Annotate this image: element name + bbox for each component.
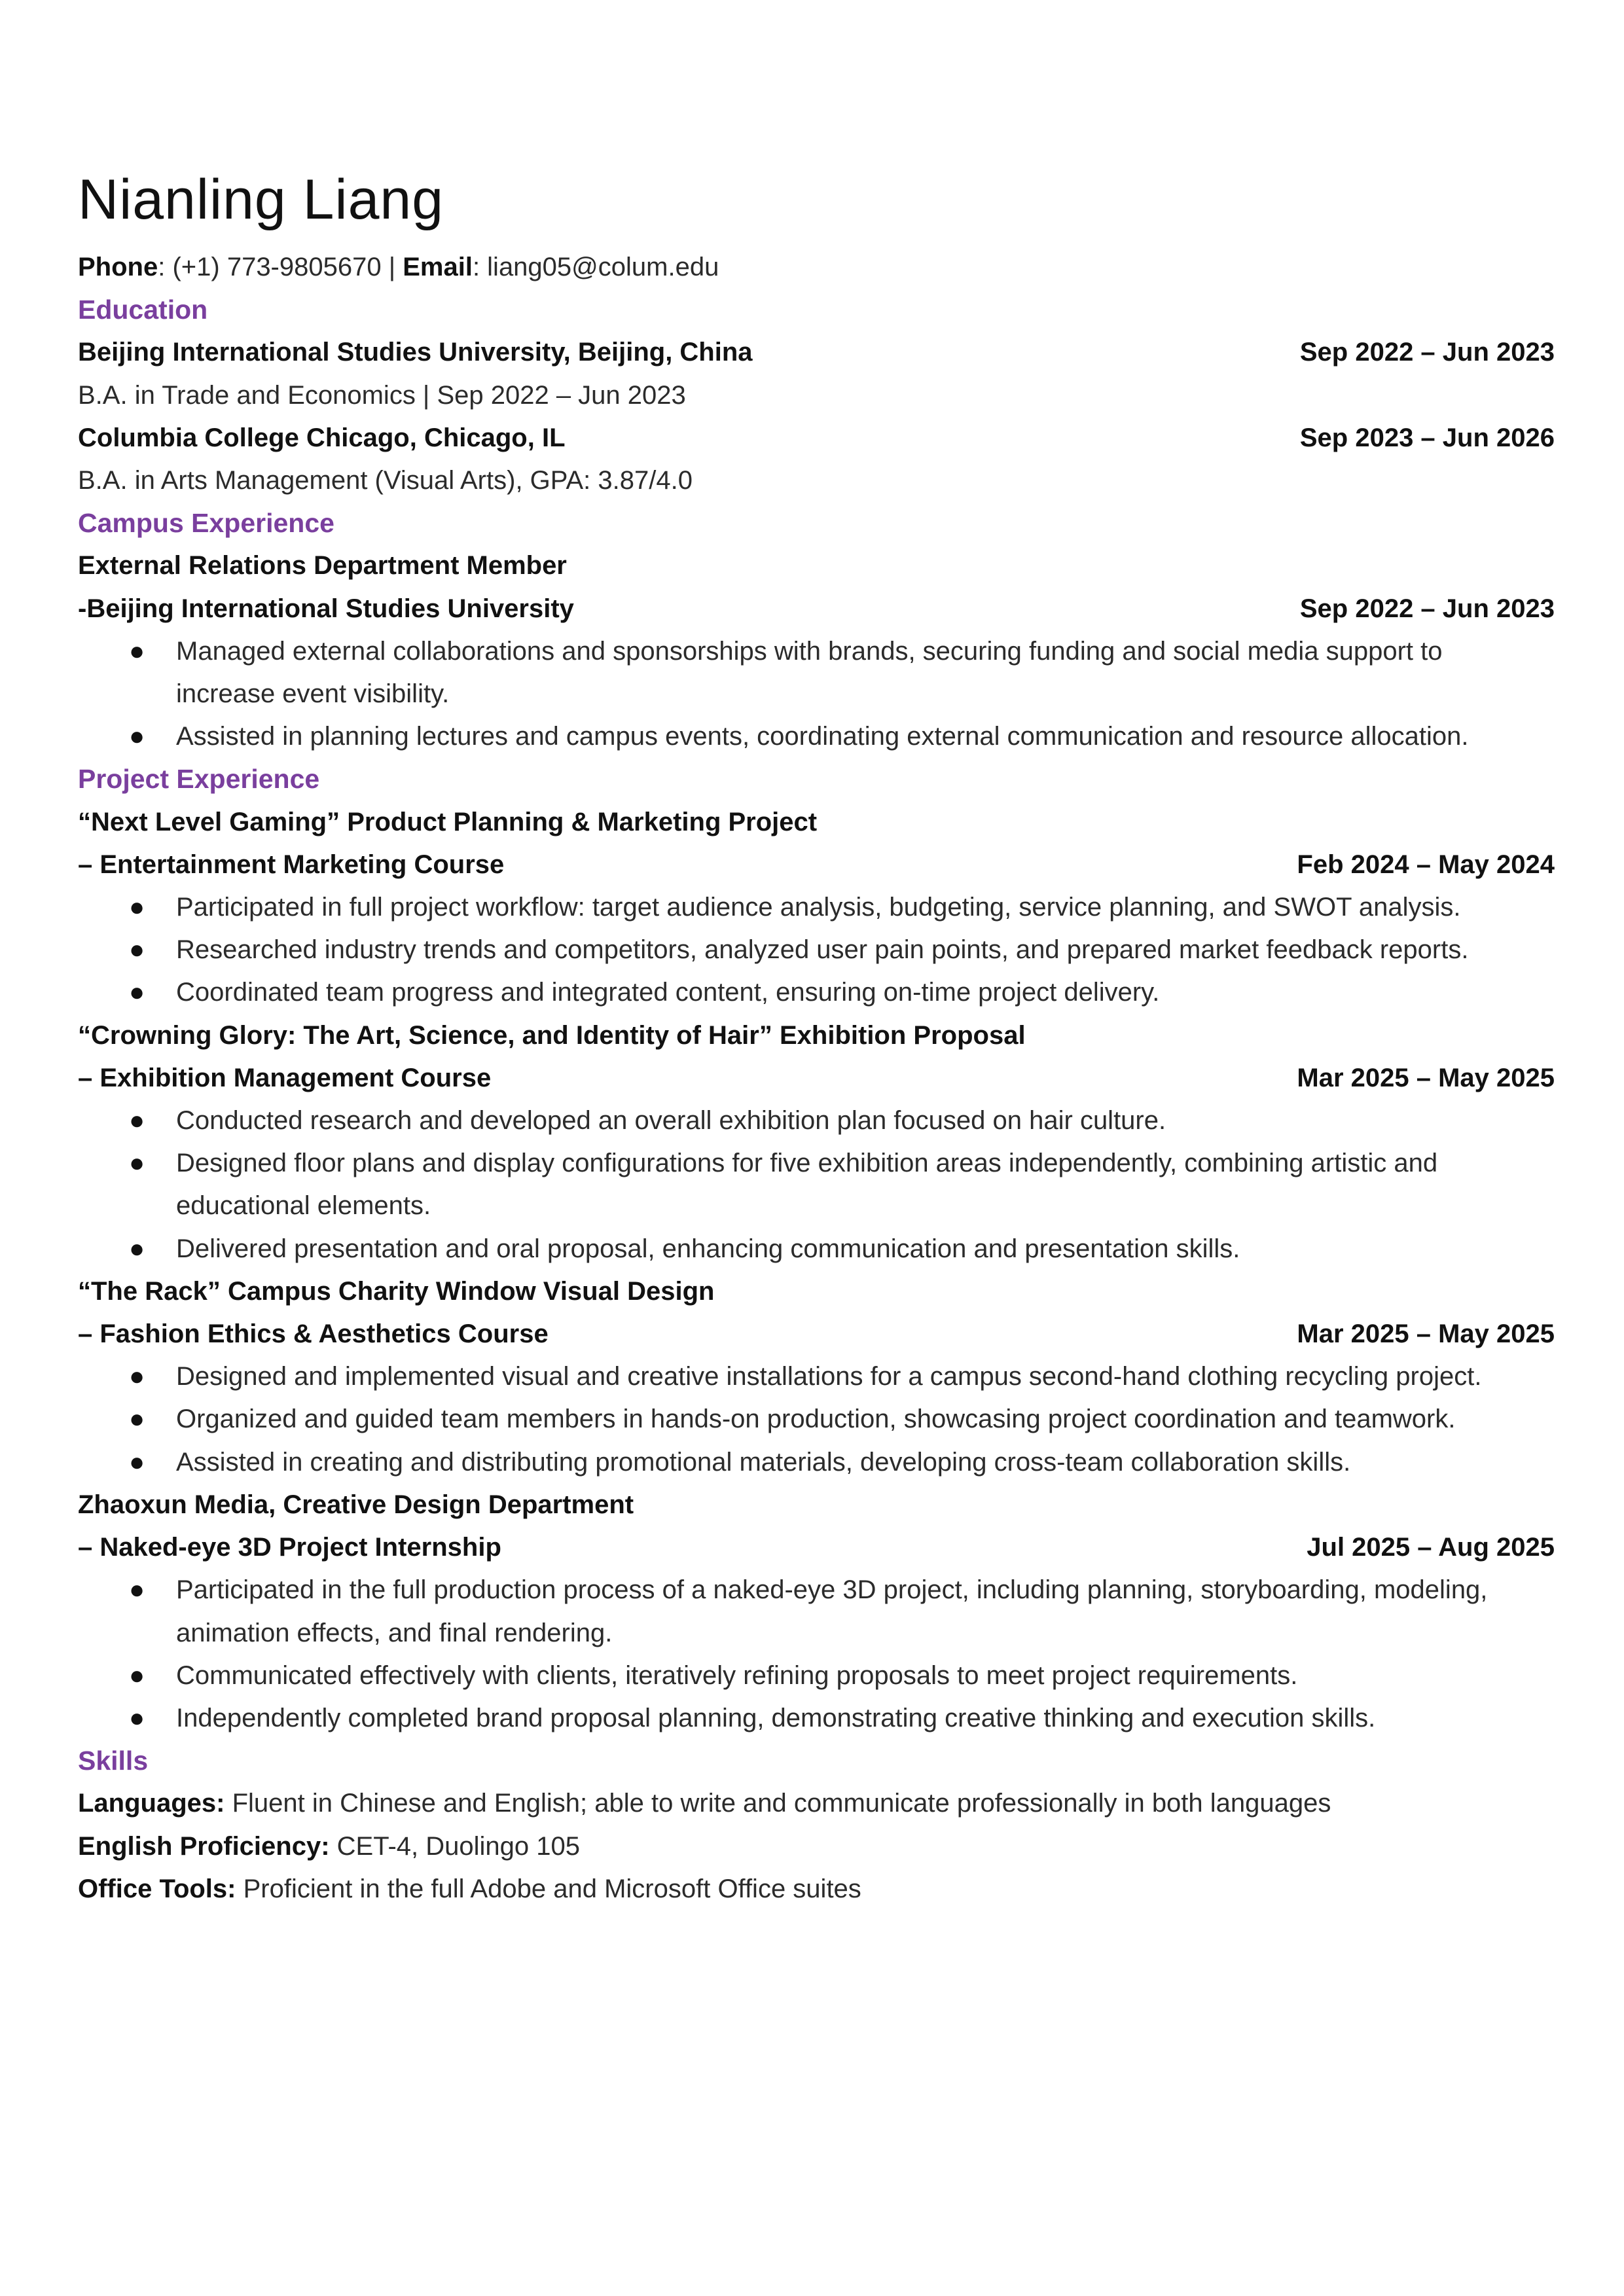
bullet-text: Coordinated team progress and integrated content, ensuring on-time project delivery. [176,978,1160,1007]
project-name: “Next Level Gaming” Product Planning & Marketing Project [78,807,818,836]
bullet-icon: ● [129,1106,145,1136]
project-course: – Fashion Ethics & Aesthetics Course [78,1319,549,1349]
bullet-item [78,1100,1557,1142]
bullet-icon: ● [129,1575,145,1605]
bullet-icon: ● [129,1660,145,1690]
bullet-item [78,1697,1557,1740]
bullet-icon: ● [129,1405,145,1434]
education-heading: Education [78,295,208,325]
project-experience-heading: Project Experience [78,764,320,795]
bullet-icon: ● [129,935,145,965]
campus-experience-heading: Campus Experience [78,508,334,539]
bullet-text: Assisted in planning lectures and campus events, coordinating external communication and resource allocation. [176,722,1469,751]
project-date: Mar 2025 – May 2025 [1297,1319,1555,1349]
school-name: Beijing International Studies University, Beijing, China [78,338,753,367]
bullet-text: Communicated effectively with clients, iteratively refining proposals to meet project requirements. [176,1660,1298,1690]
campus-org: -Beijing International Studies University [78,594,574,623]
bullet-item [78,1398,1557,1441]
project-bullets [78,1355,1557,1484]
bullet-item [78,1441,1557,1484]
bullet-item [78,1655,1557,1697]
bullet-icon: ● [129,1447,145,1477]
bullet-item [78,886,1557,929]
email-label: Email [403,253,473,281]
bullet-text: Participated in the full production process of a naked-eye 3D project, including planning, storyboarding, modeling, animation effects, and final rendering. [176,1575,1488,1647]
phone-label: Phone [78,253,158,281]
bullet-item [78,1355,1557,1398]
bullet-text: Organized and guided team members in hands-on production, showcasing project coordination and teamwork. [176,1405,1456,1434]
contact-line [78,246,1557,289]
bullet-item [78,971,1557,1014]
bullet-item [78,1142,1557,1227]
education-date: Sep 2023 – Jun 2026 [1299,423,1555,452]
project-bullets [78,1569,1557,1740]
skill-value: Proficient in the full Adobe and Microsoft Office suites [236,1874,861,1903]
bullet-item [78,1228,1557,1270]
degree-detail: B.A. in Trade and Economics | Sep 2022 – Jun 2023 [78,380,686,410]
skills-heading: Skills [78,1746,149,1776]
project-name: Zhaoxun Media, Creative Design Department [78,1490,634,1519]
email-value: : liang05@colum.edu [472,253,719,281]
resume-page [78,164,1557,1910]
campus-org-row [78,588,1557,630]
project-name: “The Rack” Campus Charity Window Visual Design [78,1276,715,1306]
bullet-text: Participated in full project workflow: target audience analysis, budgeting, service planning, and SWOT analysis. [176,893,1461,922]
skill-value: Fluent in Chinese and English; able to write and communicate professionally in both languages [225,1789,1331,1818]
bullet-icon: ● [129,1362,145,1391]
bullet-icon: ● [129,893,145,922]
campus-role: External Relations Department Member [78,551,567,581]
project-course-row [78,1057,1557,1100]
bullet-item [78,929,1557,971]
project-date: Mar 2025 – May 2025 [1297,1063,1555,1092]
project-bullets [78,886,1557,1014]
education-entry [78,331,1557,374]
bullet-text: Designed and implemented visual and creative installations for a campus second-hand clothing recycling project. [176,1362,1482,1391]
bullet-item [78,1569,1557,1654]
project-course-row [78,1313,1557,1355]
skill-line [78,1868,1557,1910]
bullet-text: Conducted research and developed an overall exhibition plan focused on hair culture. [176,1106,1166,1136]
education-entry [78,417,1557,459]
bullet-text: Assisted in creating and distributing promotional materials, developing cross-team collaboration skills. [176,1447,1351,1477]
bullet-item [78,630,1557,715]
bullet-text: Managed external collaborations and sponsorships with brands, securing funding and social media support to increase event visibility. [176,636,1443,709]
bullet-text: Independently completed brand proposal planning, demonstrating creative thinking and execution skills. [176,1703,1376,1732]
skill-label: Office Tools: [78,1874,236,1903]
skill-value: CET-4, Duolingo 105 [329,1831,580,1861]
bullet-text: Researched industry trends and competitors, analyzed user pain points, and prepared market feedback reports. [176,935,1469,965]
skill-label: English Proficiency: [78,1831,330,1861]
skill-label: Languages: [78,1789,225,1818]
candidate-name: Nianling Liang [78,168,444,231]
project-course: – Entertainment Marketing Course [78,850,505,879]
bullet-icon: ● [129,1149,145,1178]
degree-detail: B.A. in Arts Management (Visual Arts), GPA: 3.87/4.0 [78,466,693,495]
project-course-row [78,844,1557,886]
project-course: – Exhibition Management Course [78,1063,492,1092]
project-name: “Crowning Glory: The Art, Science, and Identity of Hair” Exhibition Proposal [78,1020,1026,1050]
bullet-icon: ● [129,722,145,751]
project-date: Feb 2024 – May 2024 [1297,850,1555,879]
bullet-icon: ● [129,1703,145,1732]
bullet-text: Delivered presentation and oral proposal, enhancing communication and presentation skills. [176,1234,1240,1263]
school-name: Columbia College Chicago, Chicago, IL [78,423,566,452]
project-course: – Naked-eye 3D Project Internship [78,1533,501,1562]
campus-date: Sep 2022 – Jun 2023 [1299,594,1555,623]
phone-value: : (+1) 773-9805670 | [158,253,403,281]
education-date: Sep 2022 – Jun 2023 [1299,338,1555,367]
skill-line [78,1782,1557,1825]
project-bullets [78,1100,1557,1270]
project-course-row [78,1526,1557,1569]
bullet-icon: ● [129,636,145,666]
bullet-text: Designed floor plans and display configurations for five exhibition areas independently, combining artistic and educational elements. [176,1149,1438,1221]
campus-bullets [78,630,1557,759]
bullet-icon: ● [129,978,145,1007]
bullet-item [78,715,1557,758]
bullet-icon: ● [129,1234,145,1263]
skill-line [78,1825,1557,1868]
project-date: Jul 2025 – Aug 2025 [1307,1533,1555,1562]
